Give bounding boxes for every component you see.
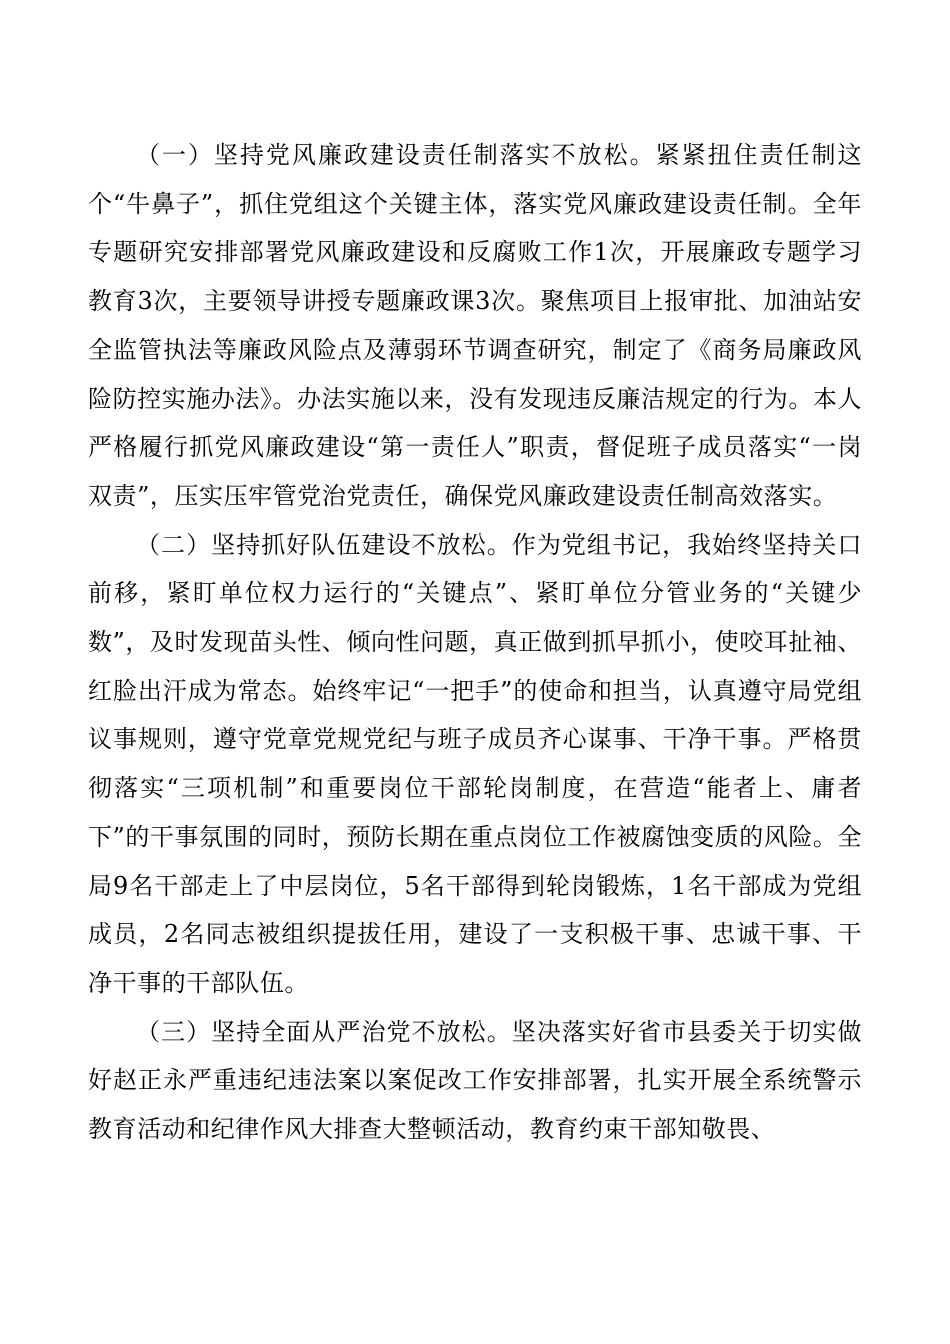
- paragraph-2: （二）坚持抓好队伍建设不放松。作为党组书记，我始终坚持关口前移，紧盯单位权力运行的“关键点”、紧盯单位分管业务的“关键少数”，及时发现苗头性、倾向性问题，真正做到抓早抓小，使咬耳扯袖、红脸出汗成为常态。始终牢记“一把手”的使命和担当，认真遵守局党组议事规则，遵守党章党规党纪与班子成员齐心谋事、干净干事。严格贯彻落实“三项机制”和重要岗位干部轮岗制度，在营造“能者上、庸者下”的干事氛围的同时，预防长期在重点岗位工作被腐蚀变质的风险。全局9名干部走上了中层岗位，5名干部得到轮岗锻炼，1名干部成为党组成员，2名同志被组织提拔任用，建设了一支积极干事、忠诚干事、干净干事的干部队伍。: [88, 530, 862, 997]
- paragraph-1: （一）坚持党风廉政建设责任制落实不放松。紧紧扭住责任制这个“牛鼻子”，抓住党组这个关键主体，落实党风廉政建设责任制。全年专题研究安排部署党风廉政建设和反腐败工作1次，开展廉政专题学习教育3次，主要领导讲授专题廉政课3次。聚焦项目上报审批、加油站安全监管执法等廉政风险点及薄弱环节调查研究，制定了《商务局廉政风险防控实施办法》。办法实施以来，没有发现违反廉洁规定的行为。本人严格履行抓党风廉政建设“第一责任人”职责，督促班子成员落实“一岗双责”，压实压牢管党治党责任，确保党风廉政建设责任制高效落实。: [88, 141, 862, 510]
- paragraph-3: （三）坚持全面从严治党不放松。坚决落实好省市县委关于切实做好赵正永严重违纪违法案以案促改工作安排部署，扎实开展全系统警示教育活动和纪律作风大排查大整顿活动，教育约束干部知敬畏、: [88, 1017, 862, 1144]
- document-body: [88, 131, 862, 1154]
